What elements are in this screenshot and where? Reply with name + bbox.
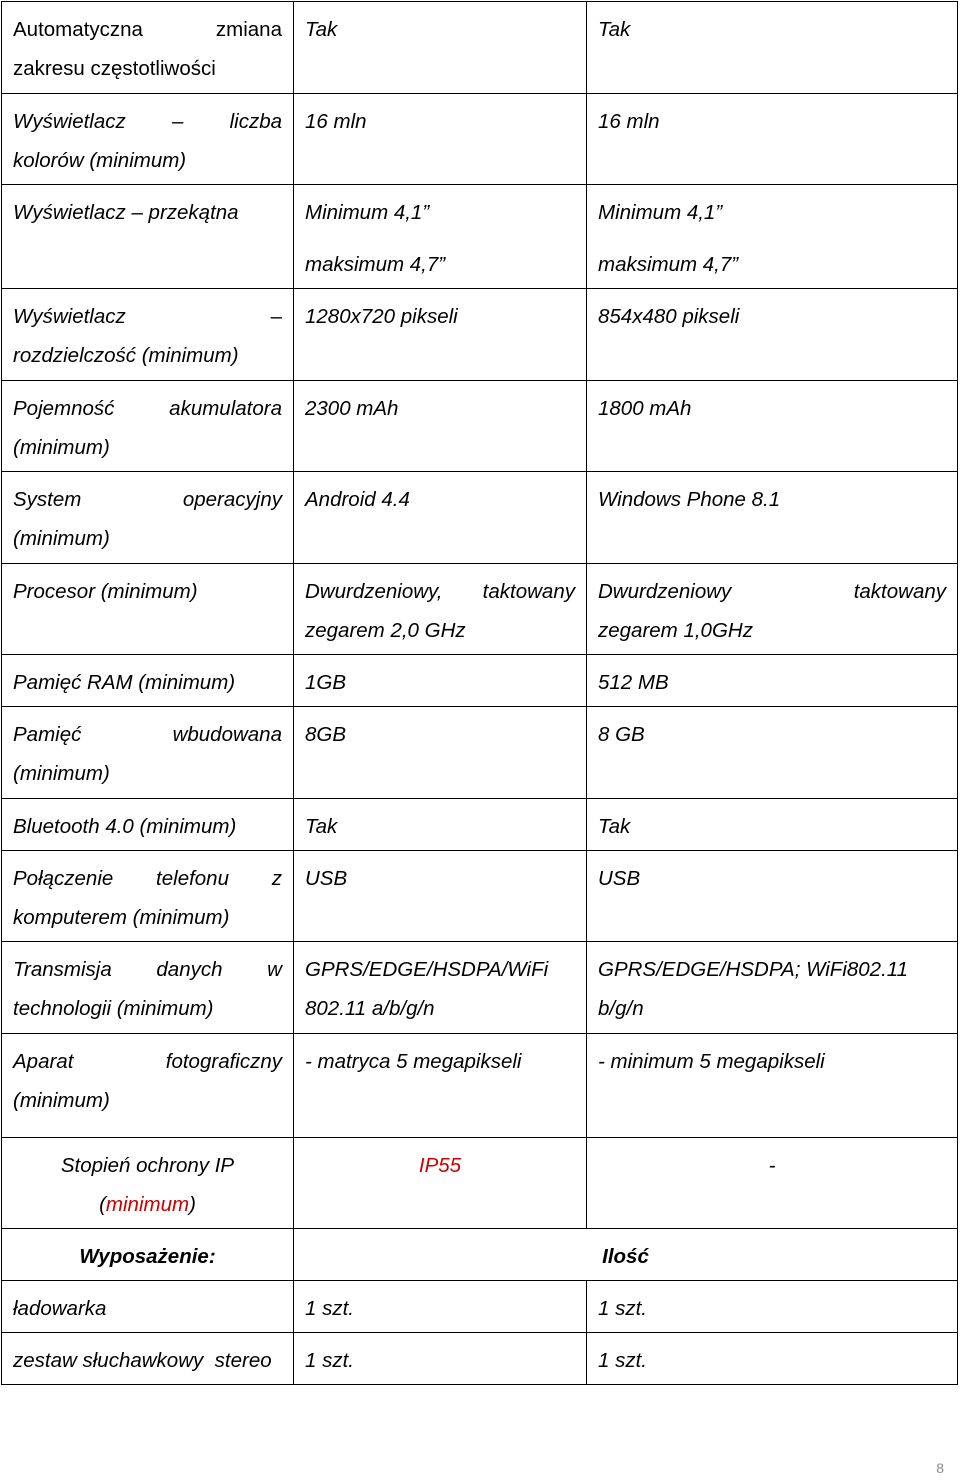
value-col-2 xyxy=(587,185,958,289)
row-label-line: (minimum) xyxy=(13,527,110,550)
value-line: 854x480 pikseli xyxy=(598,305,740,328)
value-line: - minimum 5 megapikseli xyxy=(598,1050,825,1073)
table-row xyxy=(2,655,958,707)
value-col-1 xyxy=(294,472,587,564)
row-label-line: kolorów (minimum) xyxy=(13,149,187,172)
row-label-line: Bluetooth 4.0 (minimum) xyxy=(13,815,237,838)
row-label xyxy=(2,707,294,799)
equipment-header-row xyxy=(2,1229,958,1281)
table-row xyxy=(2,381,958,472)
row-label-line: Wyświetlacz – liczba xyxy=(13,110,282,133)
row-label xyxy=(2,655,294,707)
table-row xyxy=(2,94,958,185)
row-label-line: komputerem (minimum) xyxy=(13,906,230,929)
qty-text: 1 szt. xyxy=(305,1297,354,1320)
value-line: 1800 mAh xyxy=(598,397,692,420)
table-row xyxy=(2,289,958,381)
value-line: b/g/n xyxy=(598,997,644,1020)
value-col-2 xyxy=(587,942,958,1034)
value-line: GPRS/EDGE/HSDPA/WiFi xyxy=(305,958,549,981)
table-row xyxy=(2,851,958,942)
row-label xyxy=(2,851,294,942)
value-line: Windows Phone 8.1 xyxy=(598,488,781,511)
ip-rating-value: IP55 xyxy=(418,1154,462,1177)
row-label-line: Pamięć wbudowana xyxy=(13,723,282,746)
specification-table xyxy=(1,1,958,1385)
value-line: 1GB xyxy=(305,671,347,694)
value-line: zegarem 1,0GHz xyxy=(598,619,753,642)
value-line: Tak xyxy=(598,18,631,41)
row-label-line: zakresu częstotliwości xyxy=(13,57,216,80)
row-label-line: Aparat fotograficzny xyxy=(13,1050,282,1073)
row-label-line xyxy=(13,1185,282,1224)
row-label-line: (minimum) xyxy=(13,762,110,785)
ip-rating-value: - xyxy=(768,1154,776,1177)
value-line: maksimum 4,7” xyxy=(305,253,446,276)
value-col-2 xyxy=(587,707,958,799)
value-col-2 xyxy=(587,381,958,472)
table-row xyxy=(2,472,958,564)
value-line: 802.11 a/b/g/n xyxy=(305,997,435,1020)
value-line: 16 mln xyxy=(305,110,367,133)
equipment-name-text: ładowarka xyxy=(13,1297,107,1320)
row-label xyxy=(2,472,294,564)
value-col-2 xyxy=(587,655,958,707)
value-line: maksimum 4,7” xyxy=(598,253,739,276)
value-col-2 xyxy=(587,1034,958,1138)
paren-close: ) xyxy=(189,1193,196,1216)
equipment-qty-1 xyxy=(294,1281,587,1333)
table-row-ip-rating xyxy=(2,1138,958,1229)
row-label-line: Wyświetlacz – przekątna xyxy=(13,201,239,224)
row-label-line: Procesor (minimum) xyxy=(13,580,198,603)
value-col-1 xyxy=(294,1034,587,1138)
equipment-qty-2 xyxy=(587,1281,958,1333)
qty-text: 1 szt. xyxy=(305,1349,354,1372)
row-label-line: Stopień ochrony IP xyxy=(60,1154,235,1177)
equipment-qty-1 xyxy=(294,1333,587,1385)
value-line: 512 MB xyxy=(598,671,669,694)
value-line: Tak xyxy=(305,18,338,41)
value-col-2 xyxy=(587,564,958,655)
value-line: 16 mln xyxy=(598,110,660,133)
row-label-line: (minimum) xyxy=(13,1089,110,1112)
equipment-title: Wyposażenie: xyxy=(79,1245,216,1268)
value-col-1 xyxy=(294,851,587,942)
value-line: zegarem 2,0 GHz xyxy=(305,619,466,642)
value-line: GPRS/EDGE/HSDPA; WiFi802.11 xyxy=(598,958,909,981)
equipment-header-qty xyxy=(294,1229,958,1281)
value-line: Tak xyxy=(305,815,338,838)
equipment-row xyxy=(2,1281,958,1333)
row-label xyxy=(2,289,294,381)
row-label-line: Połączenie telefonu z xyxy=(13,867,282,890)
value-col-1 xyxy=(294,942,587,1034)
red-minimum-text: minimum xyxy=(105,1193,190,1216)
value-line: Android 4.4 xyxy=(305,488,410,511)
row-label-line: Automatyczna zmiana xyxy=(13,18,282,41)
table-row xyxy=(2,799,958,851)
value-col-2 xyxy=(587,799,958,851)
table-row xyxy=(2,1034,958,1138)
row-label xyxy=(2,564,294,655)
table-row xyxy=(2,707,958,799)
row-label-line: (minimum) xyxy=(13,436,110,459)
row-label-line: Wyświetlacz – xyxy=(13,305,282,328)
table-row xyxy=(2,185,958,289)
value-col-1 xyxy=(294,94,587,185)
row-label-line: technologii (minimum) xyxy=(13,997,214,1020)
value-col-2 xyxy=(587,851,958,942)
value-line: 8GB xyxy=(305,723,347,746)
value-col-2 xyxy=(587,1138,958,1229)
row-label xyxy=(2,2,294,94)
qty-text: 1 szt. xyxy=(598,1297,647,1320)
equipment-name xyxy=(2,1281,294,1333)
value-line: Minimum 4,1” xyxy=(305,201,430,224)
paren-open: ( xyxy=(99,1193,106,1216)
quantity-title: Ilość xyxy=(602,1245,649,1268)
row-label xyxy=(2,185,294,289)
value-col-1 xyxy=(294,655,587,707)
row-label xyxy=(2,381,294,472)
value-col-2 xyxy=(587,94,958,185)
qty-text: 1 szt. xyxy=(598,1349,647,1372)
table-row xyxy=(2,942,958,1034)
page-number: 8 xyxy=(936,1460,944,1476)
value-line: - matryca 5 megapikseli xyxy=(305,1050,522,1073)
value-line: Dwurdzeniowy taktowany xyxy=(598,580,946,603)
row-label-line: System operacyjny xyxy=(13,488,282,511)
row-label xyxy=(2,1034,294,1138)
row-label xyxy=(2,799,294,851)
equipment-name-text: zestaw słuchawkowy stereo xyxy=(13,1349,272,1372)
value-line: Minimum 4,1” xyxy=(598,201,723,224)
table-row xyxy=(2,2,958,94)
value-col-2 xyxy=(587,2,958,94)
value-line: USB xyxy=(305,867,348,890)
row-label-line: Pojemność akumulatora xyxy=(13,397,282,420)
row-label xyxy=(2,1138,294,1229)
value-col-1 xyxy=(294,707,587,799)
equipment-name xyxy=(2,1333,294,1385)
value-col-2 xyxy=(587,472,958,564)
value-line: 1280x720 pikseli xyxy=(305,305,458,328)
table-row xyxy=(2,564,958,655)
value-line: Dwurdzeniowy, taktowany xyxy=(305,580,575,603)
equipment-header-label xyxy=(2,1229,294,1281)
row-label-line: Transmisja danych w xyxy=(13,958,282,981)
value-col-1 xyxy=(294,1138,587,1229)
value-line: Tak xyxy=(598,815,631,838)
row-label xyxy=(2,94,294,185)
row-label-line: Pamięć RAM (minimum) xyxy=(13,671,236,694)
value-col-1 xyxy=(294,2,587,94)
value-line: USB xyxy=(598,867,641,890)
value-col-1 xyxy=(294,185,587,289)
value-col-1 xyxy=(294,564,587,655)
equipment-qty-2 xyxy=(587,1333,958,1385)
equipment-row xyxy=(2,1333,958,1385)
value-col-1 xyxy=(294,381,587,472)
value-col-1 xyxy=(294,289,587,381)
value-line: 2300 mAh xyxy=(305,397,399,420)
row-label xyxy=(2,942,294,1034)
value-col-1 xyxy=(294,799,587,851)
value-col-2 xyxy=(587,289,958,381)
row-label-line: rozdzielczość (minimum) xyxy=(13,344,239,367)
value-line: 8 GB xyxy=(598,723,645,746)
